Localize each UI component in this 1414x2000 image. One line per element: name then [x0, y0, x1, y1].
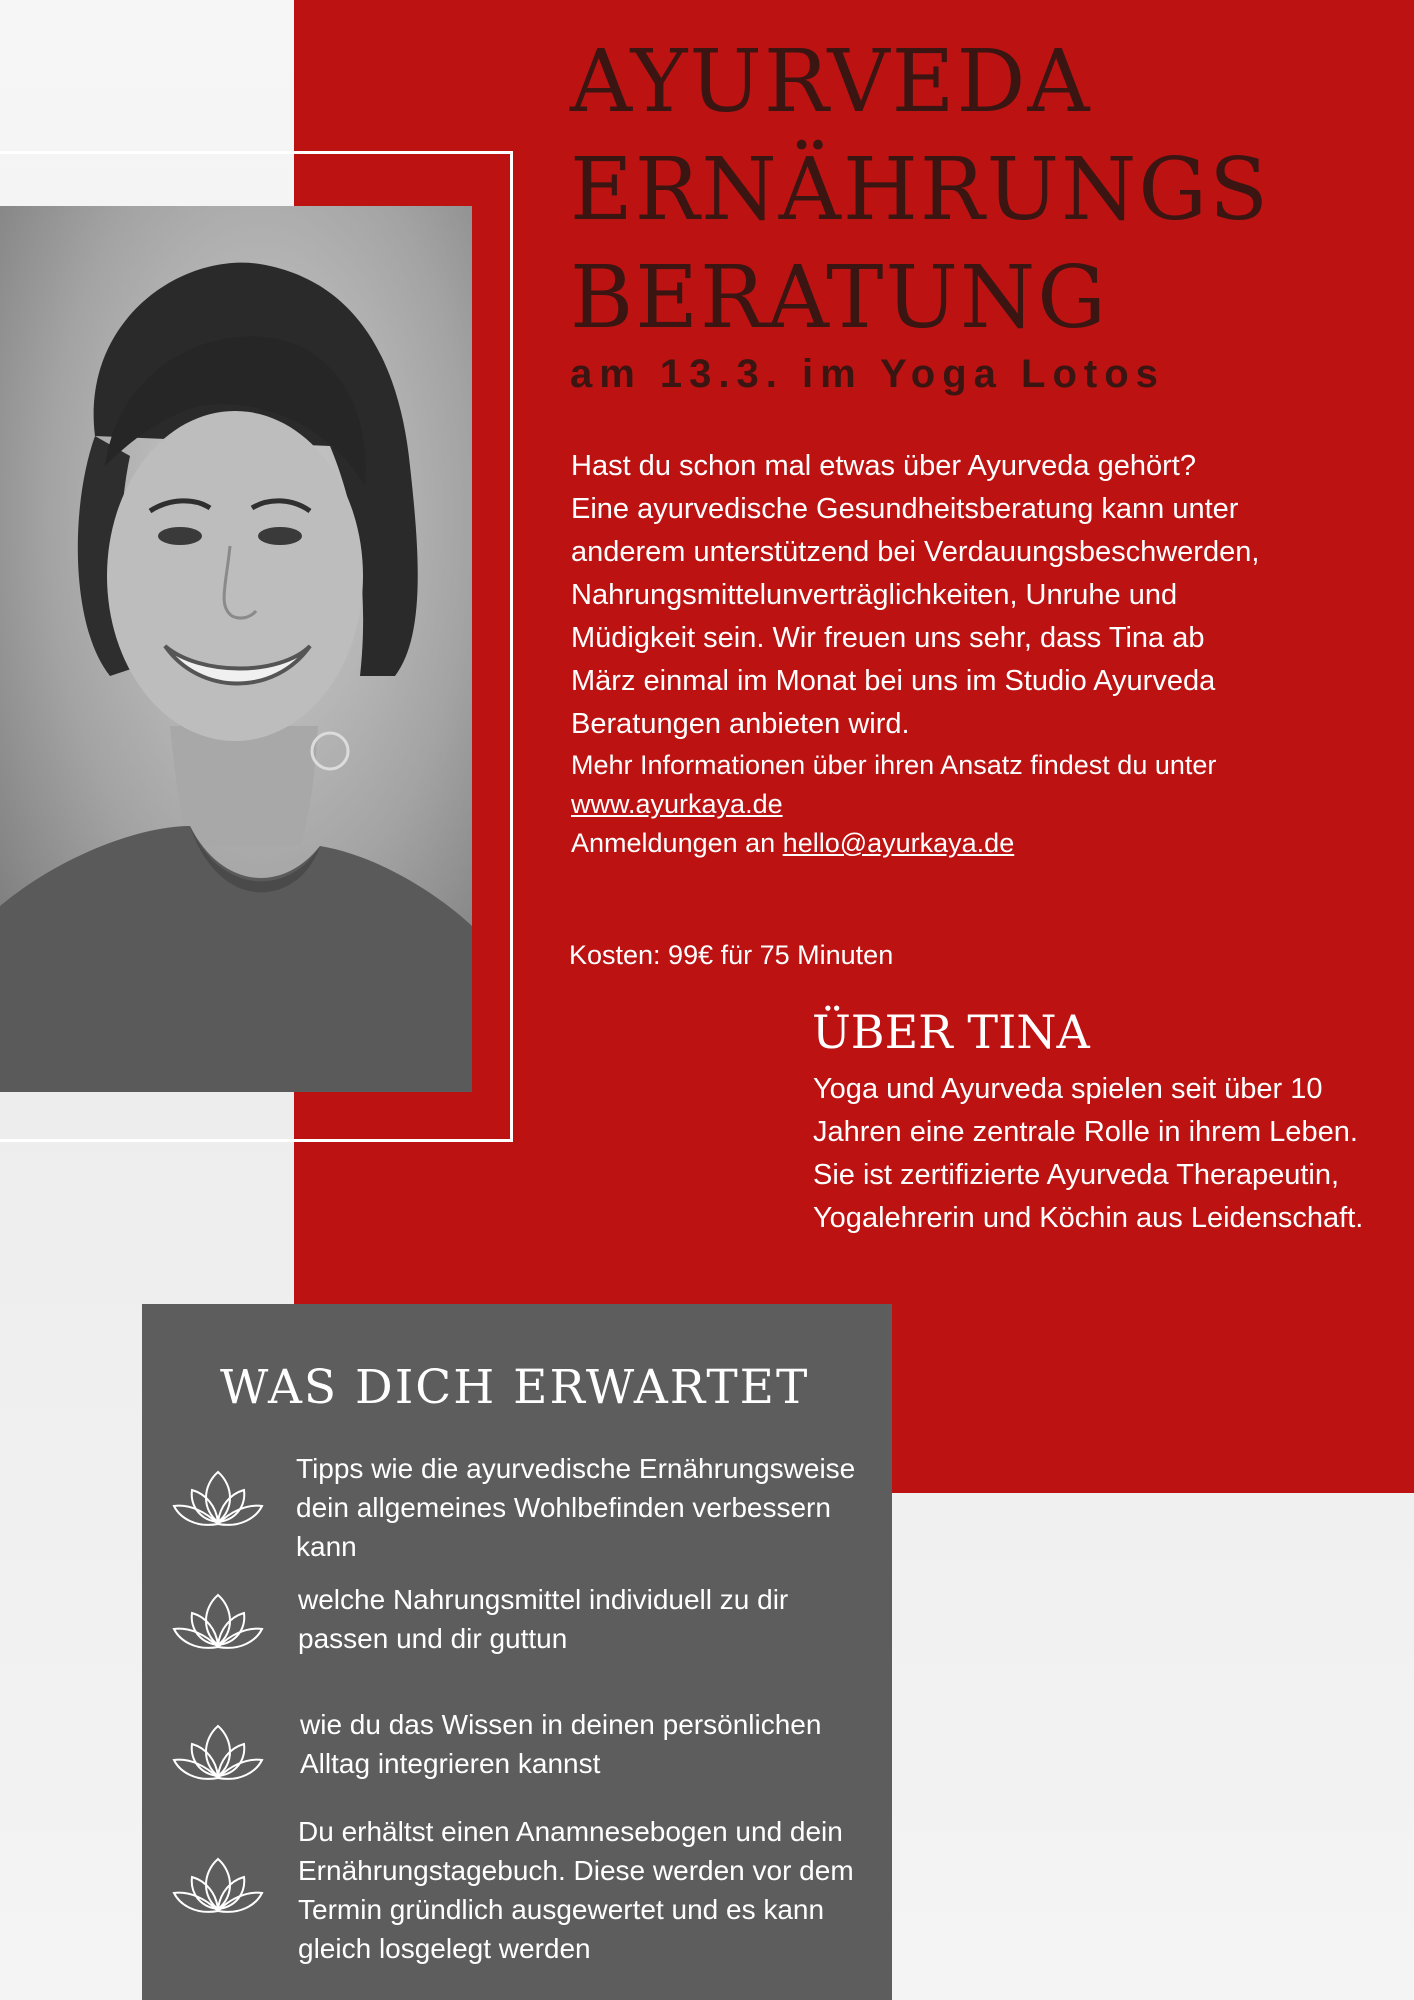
website-link[interactable]: www.ayurkaya.de — [571, 789, 783, 819]
cost-info: Kosten: 99€ für 75 Minuten — [569, 940, 894, 970]
about-title: ÜBER TINA — [812, 1005, 1090, 1059]
expect-item-2: welche Nahrungsmittel individuell zu dir passen und dir guttun — [298, 1584, 789, 1654]
event-date-location: am 13.3. im Yoga Lotos — [570, 352, 1165, 396]
intro-block — [571, 445, 1261, 863]
title-line-3: BERATUNG — [570, 248, 1108, 348]
intro-paragraph: Hast du schon mal etwas über Ayurveda gehört? Eine ayurvedische Gesundheitsberatung kann unter anderem unterstützend bei Verdauungsbeschwerden, Nahrungsmittelunverträglichkeiten, Unruhe und Müdigkeit sein. Wir freuen uns sehr, dass Tina ab März einmal im Monat bei uns im Studio Ayurveda Beratungen anbieten wird. — [571, 450, 1260, 740]
signup-prefix: Anmeldungen an — [571, 828, 783, 858]
lotus-icon — [172, 1720, 264, 1784]
portrait-photo — [0, 206, 472, 1092]
expect-item-4: Du erhältst einen Anamnesebogen und dein Ernährungstagebuch. Diese werden vor dem Termin gründlich ausgewertet und es kann gleich losgelegt werden — [298, 1816, 854, 1964]
about-text: Yoga und Ayurveda spielen seit über 10 Jahren eine zentrale Rolle in ihrem Leben. Sie ist zertifizierte Ayurveda Therapeutin, Yogalehrerin und Köchin aus Leidenschaft. — [813, 1073, 1364, 1234]
lotus-icon — [172, 1589, 264, 1653]
event-title — [570, 28, 1270, 352]
lotus-icon — [172, 1466, 264, 1530]
info-prefix: Mehr Informationen über ihren Ansatz findest du unter — [571, 750, 1217, 780]
portrait-illustration — [0, 206, 472, 1092]
info-line — [571, 746, 1261, 824]
email-link[interactable]: hello@ayurkaya.de — [782, 828, 1015, 858]
title-line-2: ERNÄHRUNGS — [570, 140, 1270, 240]
signup-line — [571, 824, 1261, 863]
title-line-1: AYURVEDA — [570, 32, 1092, 132]
lotus-icon — [172, 1853, 264, 1917]
expect-title: WAS DICH ERWARTET — [220, 1360, 810, 1415]
expect-item-3: wie du das Wissen in deinen persönlichen Alltag integrieren kannst — [300, 1709, 822, 1779]
expect-item-1: Tipps wie die ayurvedische Ernährungsweise dein allgemeines Wohlbefinden verbessern kann — [296, 1453, 856, 1562]
